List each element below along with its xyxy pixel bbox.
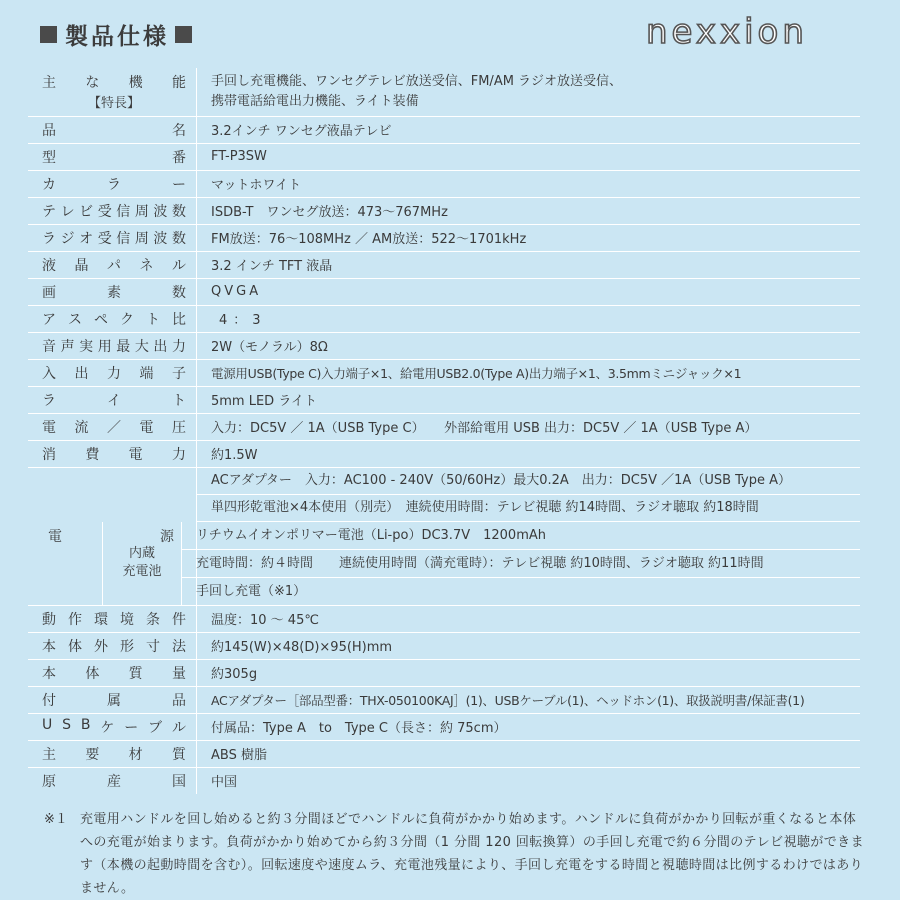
io-value: 電源用USB(Type C)入力端子×1、給電用USB2.0(Type A)出力端子×1、3.5mmミニジャック×1 xyxy=(211,365,742,381)
table-row xyxy=(28,197,860,224)
spec-table xyxy=(28,68,860,794)
usb-cable-value: 付属品：Type A to Type C（長さ：約 75cm） xyxy=(211,721,507,736)
table-row xyxy=(28,116,860,143)
accessories-value: ACアダプター［部品型番：THX-050100KAJ］(1)、USBケーブル(1)、ヘッドホン(1)、取扱説明書/保証書(1) xyxy=(211,692,805,708)
table-row xyxy=(28,713,860,740)
radio-freq-value: FM放送：76～108MHz ／ AM放送：522～1701kHz xyxy=(211,232,527,247)
table-row xyxy=(28,68,860,116)
panel-value: 3.2 インチ TFT 液晶 xyxy=(211,259,333,274)
table-row xyxy=(28,278,860,305)
label-pixels: 画 素 数 xyxy=(42,284,186,301)
origin-value: 中国 xyxy=(211,775,238,791)
model-value: FT-P3SW xyxy=(211,149,267,164)
label-radio-freq: ラ ジ オ 受 信 周 波 数 xyxy=(42,230,186,247)
footnote xyxy=(44,808,864,900)
row-label xyxy=(28,68,197,116)
footnote-text: 充電用ハンドルを回し始めると約３分間ほどでハンドルに負荷がかかり始めます。ハンドルに負荷がかかり回転が重くなると本体への充電が始まります。負荷がかかり始めてから約３分間（1 分間 120 回転換算）の手回し充電で約６分間のテレビ視聴ができます（本機の起動時間を含む）。回転速度や速度ムラ、充電池残量により、手回し充電をする時間と視聴時間は比例するわけではありません。 xyxy=(80,812,864,896)
table-row xyxy=(28,305,860,332)
builtin-battery-spec: リチウムイオンポリマー電池（Li-po）DC3.7V 1200mAh xyxy=(196,527,546,543)
square-bullet-icon xyxy=(40,26,57,43)
audio-value: 2W（モノラル）8Ω xyxy=(211,340,328,355)
table-row xyxy=(28,686,860,713)
label-light: ラ イ ト xyxy=(42,392,186,409)
label-power-consumption: 消 費 電 力 xyxy=(42,446,186,463)
tv-freq-value: ISDB-T ワンセグ放送：473～767MHz xyxy=(211,205,448,220)
builtin-label-line-2: 充電池 xyxy=(122,564,162,579)
table-row xyxy=(28,740,860,767)
builtin-label-line-1: 内蔵 xyxy=(128,546,155,561)
label-model: 型 番 xyxy=(42,149,186,166)
features-line-1: 手回し充電機能、ワンセグテレビ放送受信、FM/AM ラジオ放送受信、 xyxy=(211,73,623,89)
header xyxy=(40,12,880,58)
table-row xyxy=(28,359,860,386)
material-value: ABS 樹脂 xyxy=(211,748,267,763)
label-env: 動 作 環 境 条 件 xyxy=(42,611,186,628)
label-material: 主 要 材 質 xyxy=(42,746,186,763)
label-origin: 原 産 国 xyxy=(42,773,186,790)
label-current: 電 流 ／ 電 圧 xyxy=(42,419,186,436)
table-row xyxy=(28,605,860,632)
label-dims: 本 体 外 形 寸 法 xyxy=(42,638,186,655)
builtin-battery-label xyxy=(102,522,182,605)
env-value: 温度：10 ～ 45℃ xyxy=(211,613,319,628)
aspect-value: 4：3 xyxy=(219,313,267,328)
label-accessories: 付 属 品 xyxy=(42,692,186,709)
table-row xyxy=(28,386,860,413)
table-row xyxy=(28,413,860,440)
label-usb-cable: U S B ケ ー ブ ル xyxy=(42,716,186,736)
square-bullet-icon xyxy=(175,26,192,43)
table-row xyxy=(28,170,860,197)
color-value: マットホワイト xyxy=(211,178,302,193)
label-aspect: ア ス ペ ク ト 比 xyxy=(42,311,186,328)
table-row xyxy=(28,224,860,251)
row-value xyxy=(197,68,861,116)
brand-logo-text: nexxion xyxy=(646,12,808,52)
weight-value: 約305g xyxy=(211,667,258,682)
pixels-value: QVGA xyxy=(211,284,262,299)
label-audio: 音 声 実 用 最 大 出 力 xyxy=(42,338,186,355)
label-product-name: 品 名 xyxy=(42,122,186,139)
table-row xyxy=(28,440,860,467)
page-title: 製品仕様 xyxy=(65,24,169,50)
table-row xyxy=(28,467,860,521)
footnote-mark: ※１ xyxy=(44,812,68,827)
light-value: 5mm LED ライト xyxy=(211,394,317,409)
label-io: 入 出 力 端 子 xyxy=(42,365,186,382)
table-row xyxy=(28,521,860,605)
table-row xyxy=(28,767,860,794)
label-weight: 本 体 質 量 xyxy=(42,665,186,682)
label-panel: 液 晶 パ ネ ル xyxy=(42,257,186,274)
label-power: 電 源 xyxy=(48,529,174,545)
label-features: 主 な 機 能 xyxy=(42,75,186,92)
row-value xyxy=(197,467,861,521)
table-row xyxy=(28,143,860,170)
table-row xyxy=(28,332,860,359)
current-value: 入力：DC5V ／ 1A（USB Type C） 外部給電用 USB 出力：DC5V ／ 1A（USB Type A） xyxy=(211,421,758,436)
dims-value: 約145(W)×48(D)×95(H)mm xyxy=(211,640,393,655)
label-tv-freq: テ レ ビ 受 信 周 波 数 xyxy=(42,203,186,220)
power-ac-value: ACアダプター 入力：AC100 - 240V（50/60Hz）最大0.2A 出力：DC5V ／1A（USB Type A） xyxy=(211,472,792,488)
builtin-charge-time: 充電時間：約４時間 連続使用時間（満充電時）：テレビ視聴 約10時間、ラジオ聴取 約11時間 xyxy=(182,549,860,577)
label-features-sub: 【特長】 xyxy=(87,96,140,112)
brand-logo xyxy=(646,12,872,52)
product-name-value: 3.2インチ ワンセグ液晶テレビ xyxy=(211,124,392,139)
builtin-hand-crank: 手回し充電（※1） xyxy=(182,577,860,605)
label-color: カ ラ ー xyxy=(42,176,186,193)
table-row xyxy=(28,251,860,278)
features-line-2: 携帯電話給電出力機能、ライト装備 xyxy=(211,93,419,109)
table-row xyxy=(28,632,860,659)
table-row xyxy=(28,659,860,686)
power-battery-value: 単四形乾電池×4本使用（別売） 連続使用時間：テレビ視聴 約14時間、ラジオ聴取 約18時間 xyxy=(197,494,860,521)
power-consumption-value: 約1.5W xyxy=(211,448,258,463)
